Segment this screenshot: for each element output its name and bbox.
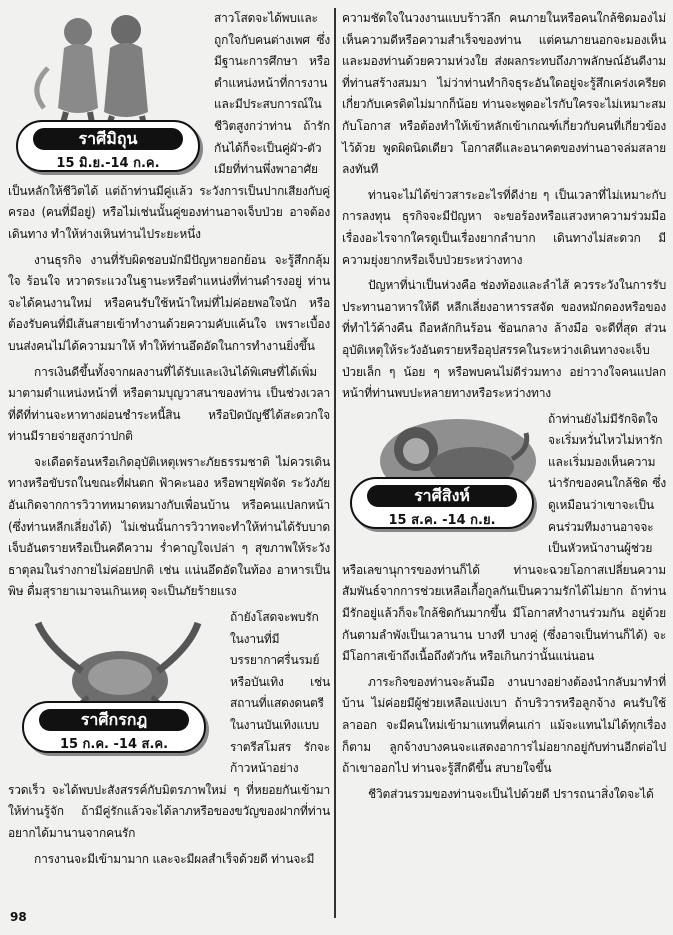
left-column <box>8 8 330 874</box>
leo-badge <box>350 477 534 529</box>
gemini-badge <box>16 120 200 172</box>
leo-illustration <box>342 409 540 549</box>
right-paragraph-6: ชีวิตส่วนรวมของท่านจะเป็นไปด้วยดี ปรารถนาสิ่งใดจะได้ <box>368 786 654 801</box>
leo-dates: 15 ส.ค. -14 ก.ย. <box>388 512 496 528</box>
cancer-illustration <box>8 607 222 757</box>
left-paragraph-2: งานธุรกิจ งานที่รับผิดชอบมักมีปัญหายอกย้อน จะรู้สึกกลุ้มใจ ร้อนใจ หวาดระแวงในฐานะหรือตำแหน่งที่ท่านดำรงอยู่ ท่านจะได้คนงานใหม่ หรือคนรับใช้หน้าใหม่ที่ไม่ค่อยพอใจนัก หรือต้องรับคนที่มีเส้นสายเข้าทำงานด้วยความคับแค้นใจ เพราะเบื้องบนส่งคนไม่ได้ความมาให้ ทำให้ท่านอึดอัดในการทำงานยิ่งขึ้น <box>8 252 330 353</box>
left-paragraph-1: สาวโสดจะได้พบและถูกใจกับคนต่างเพศ ซึ่งมีฐานะการศึกษา หรือตำแหน่งหน้าที่การงาน และมีประสบการณ์ในชีวิตสูงกว่าท่าน ถ้ารักกันได้ก็จะเป็นคู่ผัว-ตัวเมียที่ท่านพึ่งพาอาศัยเป็นหลักให้ชีวิตได้ แต่ถ้าท่านมีคู่แล้ว ระวังการเป็นปากเสียงกับคู่ครอง (คนที่มีอยู่) หรือไม่เช่นนั้นคู่ของท่านอาจเจ็บป่วย อาจต้องเดินทาง ทำให้ห่างเหินท่านไประยะหนึ่ง <box>8 11 330 241</box>
gemini-illustration <box>8 8 206 176</box>
right-column <box>342 8 666 809</box>
gemini-name: ราศีมิถุน <box>33 128 183 150</box>
cancer-badge <box>22 701 206 753</box>
right-paragraph-3: ปัญหาที่น่าเป็นห่วงคือ ช่องท้องและลำไส้ ควรระวังในการรับประทานอาหารให้ดี หลีกเลี่ยงอาหารรสจัด ของหมักดองหรือของที่ทำไว้ค้างคืน ถือหลักกินร้อน ช้อนกลาง ล้างมือ จะดีที่สุด ส่วนอุบัติเหตุให้ระวังอันตรายหรืออุปสรรคในระหว่างเดินทางจะเจ็บป่วยเล็ก ๆ น้อย ๆ หรือพบคนไม่ดีร่วมทาง อย่าวางใจคนแปลกหน้าที่ท่านพบปะหลายทางหรือระหว่างทาง <box>342 278 666 401</box>
right-paragraph-5: ภาระกิจของท่านจะล้นมือ งานบางอย่างต้องนำกลับมาทำที่บ้าน ไม่ค่อยมีผู้ช่วยเหลือแบ่งเบา ถ้าบริวารหรือลูกจ้าง คนรับใช้ลาออก จะมีคนใหม่เข้ามาแทนที่คนเก่า แม้จะแทนไม่ได้ทุกเรื่องก็ตาม ลูกจ้างบางคนจะแสดงอาการไม่อยากอยู่กับท่านอีกต่อไป ถ้าเขาออกไป ท่านจะรู้สึกดีขึ้น สบายใจขึ้น <box>342 674 666 776</box>
column-divider <box>334 8 336 918</box>
cancer-name: ราศีกรกฎ <box>39 709 189 731</box>
left-paragraph-6: การงานจะมีเข้ามามาก และจะมีผลสำเร็จด้วยดี ท่านจะมี <box>34 851 315 866</box>
page-number: 98 <box>10 910 27 924</box>
left-paragraph-5: ถ้ายังโสดจะพบรักในงานที่มีบรรยากาศรื่นรมย์หรือบันเทิง เช่น สถานที่แสดงดนตรี ในงานบันเทิงแบบราตรีสโมสร รักจะก้าวหน้าอย่างรวดเร็ว จะได้พบปะสังสรรค์กับมิตรภาพใหม่ ๆ ที่หยอยกันเข้ามาให้ท่านรู้จัก ถ้ามีคู่รักแล้วจะได้ลาภหรือของขวัญของฝากที่ท่านอยากได้มานานจากคนรัก <box>8 610 330 840</box>
right-paragraph-1: ความชัดใจในวงงานแบบร้าวลึก คนภายในหรือคนใกล้ชิดมองไม่เห็นความดีหรือความสำเร็จของท่าน แต่คนภายนอกจะมองเห็นและมองท่านด้วยความห่วงใย ส่งผลกระทบถึงภาพลักษณ์อันดีงามที่ท่านสร้างสมมา ไม่ว่าท่านทำกิจธุระอันใดอยู่จะรู้สึกเคร่งเครียดเกี่ยวกับเครดิตไม่มากก็น้อย ท่านจะพูดอะไรกับใครจะไม่เหมาะสมกับโอกาส หรือต้องทำให้เข้าหลักเข้าเกณฑ์เกี่ยวกับคนที่เกี่ยวข้องไว้ด้วย พูดผิดนิดเดียว โอกาสดีและอนาคตของท่านอาจล่มสลายลงทันที <box>342 11 666 177</box>
cancer-dates: 15 ก.ค. -14 ส.ค. <box>59 737 169 753</box>
left-paragraph-3: การเงินดีขึ้นทั้งจากผลงานที่ได้รับและเงินได้พิเศษที่ได้เพิ่มมาตามตำแหน่งหน้าที่ หรือตามบุญวาสนาของท่าน เป็นช่วงเวลาที่ดีที่ท่านจะหาทางผ่อนชำระหนี้สิน หรือปิดบัญชีได้สะดวกใจ ท่านมีรายจ่ายสูงกว่าปกติ <box>8 364 330 444</box>
right-paragraph-2: ท่านจะไม่ได้ข่าวสาระอะไรที่ดีง่าย ๆ เป็นเวลาที่ไม่เหมาะกับการลงทุน ธุรกิจจะมีปัญหา จะขอร้องหรือแสวงหาความร่วมมือเรื่องอะไรจากใครดูเป็นเรื่องยากลำบาก เดินทางไม่สะดวก มีความยุ่งยากหรือเจ็บป่วยระหว่างทาง <box>342 187 666 267</box>
gemini-dates: 15 มิ.ย.-14 ก.ค. <box>56 156 160 171</box>
right-paragraph-4: ถ้าท่านยังไม่มีรักจิตใจจะเริ่มหวั่นไหวไม่หารัก และเริ่มมองเห็นความน่ารักของคนใกล้ชิด ซึ่งดูเหมือนว่าเขาจะเป็นคนร่วมทีมงานอาจจะเป็นหัวหน้างานผู้ช่วย หรือเลขานุการของท่านก็ได้ ท่านจะฉวยโอกาสเปลี่ยนความสัมพันธ์จากการช่วยเหลือเกื้อกูลกันเป็นความรักได้ไม่ยาก ถ้าท่านมีรักอยู่แล้วก็จะใกล้ชิดกันมากขึ้น มีโอกาสทำงานร่วมกัน อยู่ด้วยกันตามลำพังเป็นเวลานาน บางที บางคู่ (ซึ่งอาจเป็นท่านก็ได้) จะมีโอกาสเข้าถึงเนื้อถึงตัวกัน หรือเกินกว่านั้นแน่นอน <box>342 411 666 664</box>
left-paragraph-4: จะเดือดร้อนหรือเกิดอุบัติเหตุเพราะภัยธรรมชาติ ไม่ควรเดินทางหรือขับรถในขณะที่ฝนตก ฟ้าคะนอง หรือพายุพัดจัด ระวังภัยอันเกิดจากการวิวาทหมาดหมางกับเพื่อนบ้าน หรือคนแปลกหน้า (ซึ่งท่านหลีกเลี่ยงได้) ไม่เช่นนั้นการวิวาทจะทำให้ท่านได้รับบาดเจ็บอันตรายหรือเป็นคดีความ ร่ำคาญใจเปล่า ๆ สุขภาพให้ระวังธาตุลมในร่างกายไม่ค่อยปกติ เช่น แน่นอึดอัดในท้อง อาหารเป็นพิษ ดื่มสุรายาเมาจนเกินเหตุ จะเป็นภัยร้ายแรง <box>8 454 330 599</box>
leo-name: ราศีสิงห์ <box>367 485 517 507</box>
